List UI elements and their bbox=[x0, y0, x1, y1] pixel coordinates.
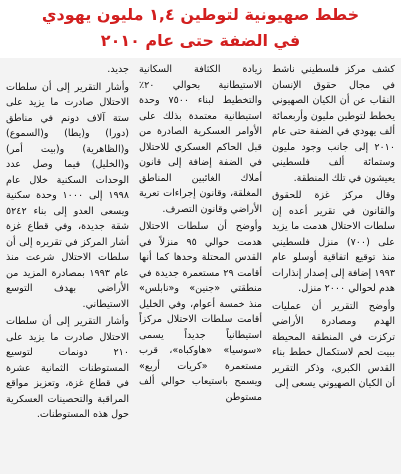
paragraph: زيادة الكثافة السكانية الاستيطانية بحوالي ٢٠٪ والتخطيط لبناء ٧٥٠٠ وحدة استيطانية معتمدة بذلك على الأوامر العسكرية الصادرة من قبل الحاكم العسكري للاحتلال في الضفة إضافة إلى قانون أملاك الغائبين المناطق المغلقة، وقانون إجراءات تعرية الأراضي وقانون التصرف. bbox=[139, 64, 262, 215]
paragraph: كشف مركز فلسطيني ناشط في مجال حقوق الإنسان النقاب عن أن الكيان الصهيوني يخطط لتوطين مليون وأربعمائة ألف يهودي في الضفة حتى عام ٢٠١٠ إلى جانب وجود مليون وستمائة ألف فلسطيني يعيشون في تلك المنطقة. bbox=[272, 64, 395, 184]
paragraph: وقال مركز غزة للحقوق والقانون في تقرير أعده إن سلطات الاحتلال هدمت ما يزيد على (٧٠٠) منزل فلسطيني منذ توقيع اتفاقية أوسلو عام ١٩٩٣ إضافة إلى إصدار إنذارات هدم لحوالي ٢٠٠٠ منزل. bbox=[272, 190, 395, 294]
column-middle bbox=[139, 62, 262, 470]
headline bbox=[0, 0, 401, 58]
headline-line-1: خطط صهيونية لتوطين ١,٤ مليون يهودي bbox=[41, 5, 360, 24]
paragraph: وأوضح التقرير أن عمليات الهدم ومصادرة الأراضي تركزت في المنطقة المحيطة ببيت لحم لاستكمال خطط بناء القدس الكبرى، وذكر التقرير أن الكيان الصهيوني يسعى إلى bbox=[272, 300, 395, 389]
headline-line-2: في الضفة حتى عام ٢٠١٠ bbox=[100, 31, 301, 50]
paragraph: وأشار التقرير إلى أن سلطات الاحتلال صادرت ما يزيد على ٢١٠ دونمات لتوسيع المستوطنات الثمانية عشرة في قطاع غزة، وتعزيز مواقع المراقبة والتحصينات العسكرية حول هذه المستوطنات. bbox=[6, 316, 129, 420]
column-right bbox=[272, 62, 395, 470]
article-columns bbox=[6, 62, 395, 470]
paragraph: وأوضح أن سلطات الاحتلال هدمت حوالي ٩٥ منزلاً في القدس المحتلة وحدها كما أنها أقامت ٢٩ مستعمرة جديدة في منطقتي «جنين» و«نابلس» منذ خمسة أعوام، وفي الخليل أقامت سلطات الاحتلال مركزاً استيطانياً جديداً يسمى «سوسيا» «هاوكباه»، قرب مستعمرة «كريات أربع» ويسمح باستيعاب حوالي ألف مستوطن bbox=[139, 221, 262, 403]
paragraph: وأشار التقرير إلى أن سلطات الاحتلال صادرت ما يزيد على ستة آلاف دونم في مناطق (دورا) و(يطا) و(السموع) و(الظاهرية) و(بيت أمر) و(الخليل) فيما وصل عدد الوحدات السكنية خلال عام ١٩٩٨ إلى ١٠٠٠ وحدة سكنية ويسعى العدو إلى بناء ٥٢٤٢ شقة جديدة، وفي قطاع غزة أشار المركز في تقريره إلى أن سلطات الاحتلال شرعت منذ عام ١٩٩٣ بمصادرة المزيد من الأراضي بهدف التوسع الاستيطاني. bbox=[6, 81, 129, 310]
paragraph: جديد. bbox=[107, 64, 129, 75]
column-left bbox=[6, 62, 129, 470]
